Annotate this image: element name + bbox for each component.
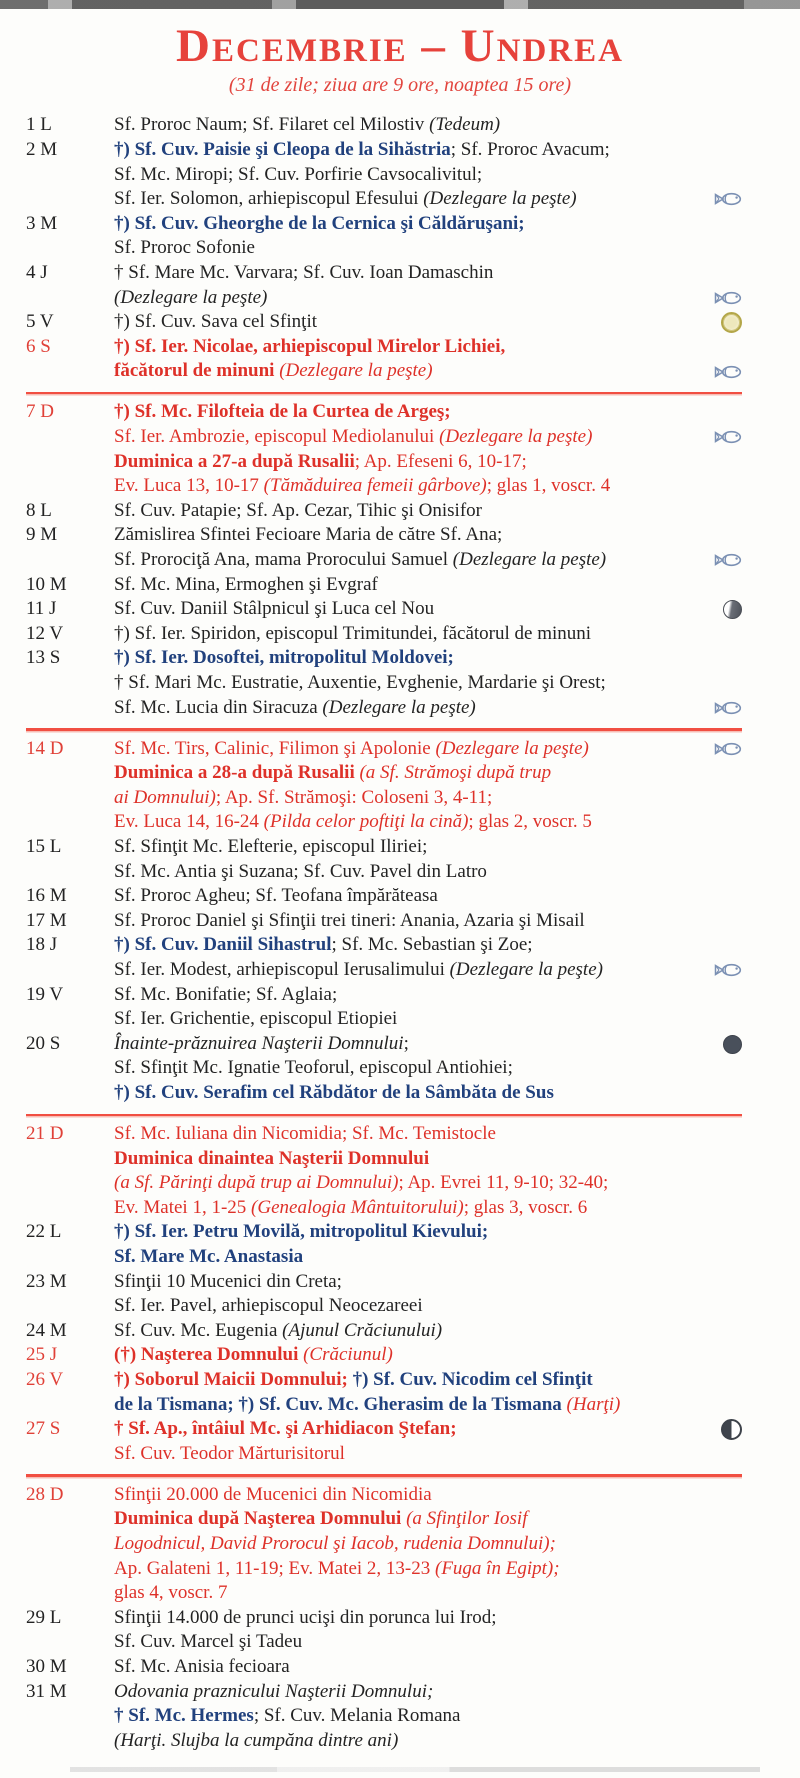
text-segment: (Dezlegare la peşte) — [439, 425, 593, 447]
day-label: 29 L — [26, 1606, 62, 1628]
text-segment: (Genealogia Mântuitorului) — [251, 1196, 464, 1218]
calendar-entry — [26, 933, 742, 982]
text-segment: de la Tismana; †) Sf. Cuv. Mc. Gherasim de la Tismana — [114, 1393, 567, 1415]
day-label: 31 M — [26, 1680, 67, 1702]
day-label: 21 D — [26, 1123, 64, 1144]
text-segment: † Sf. Mc. Hermes — [114, 1705, 254, 1727]
entry-line — [114, 860, 742, 885]
text-segment: (Harţi. Slujba la cumpăna dintre ani) — [114, 1729, 399, 1751]
entry-line — [114, 909, 742, 934]
entry-line — [114, 1368, 742, 1393]
text-segment: Sf. Proroc Daniel şi Sfinţii trei tineri: Anania, Azaria şi Misail — [114, 909, 585, 931]
calendar-entry — [26, 138, 742, 212]
text-segment: Înainte-prăznuirea Naşterii Domnului — [114, 1032, 404, 1054]
text-segment: ; Sf. Proroc Avacum; — [450, 138, 610, 160]
day-label: 5 V — [26, 311, 54, 333]
text-segment: Sfinţii 10 Mucenici din Creta; — [114, 1270, 342, 1292]
entry-line — [114, 1294, 742, 1319]
day-label: 8 L — [26, 499, 52, 521]
day-label: 1 L — [26, 114, 52, 136]
entry-line — [114, 523, 742, 548]
fish-icon — [714, 291, 742, 305]
text-segment: ; — [403, 1032, 409, 1054]
day-label: 2 M — [26, 138, 58, 160]
page-title: Decembrie – Undrea — [176, 20, 624, 72]
calendar-entry — [26, 261, 742, 310]
entry-line — [114, 933, 742, 958]
entry-line — [114, 548, 742, 573]
entry-line — [114, 1147, 742, 1172]
entry-line — [114, 1319, 742, 1344]
entry-line — [114, 1343, 742, 1368]
entry-line — [114, 187, 742, 212]
text-segment: Sf. Prorociţă Ana, mama Prorocului Samuel — [114, 548, 453, 570]
text-segment: (a Sf. Strămoşi după trup — [359, 762, 552, 784]
entry-line — [114, 1245, 742, 1270]
text-segment: Sf. Cuv. Marcel şi Tadeu — [114, 1631, 303, 1653]
calendar-entry — [26, 1483, 742, 1606]
entry-line — [114, 1196, 742, 1221]
calendar-list — [0, 113, 800, 1753]
day-label: 6 S — [26, 335, 51, 357]
text-segment: Duminica dinaintea Naşterii Domnului — [114, 1147, 430, 1169]
calendar-entry — [26, 1606, 742, 1655]
text-segment: †) Soborul Maicii Domnului; — [114, 1368, 353, 1390]
text-segment: †) Sf. Cuv. Serafim cel Răbdător de la Sâmbăta de Sus — [114, 1081, 554, 1103]
text-segment: ; Sf. Mc. Sebastian şi Zoe; — [331, 934, 533, 956]
moon-first-quarter-icon — [721, 1419, 742, 1440]
text-segment: Ev. Matei 1, 1-25 — [114, 1196, 252, 1218]
moon-last-quarter-icon — [723, 600, 742, 619]
text-segment: (Ajunul Crăciunului) — [282, 1319, 443, 1341]
text-segment: ; Ap. Efeseni 6, 10-17; — [354, 450, 527, 472]
calendar-entry — [26, 400, 742, 498]
calendar-entry — [26, 335, 742, 384]
entry-line — [114, 138, 742, 163]
week-separator-rule — [26, 728, 742, 731]
text-segment: (†) Naşterea Domnului — [114, 1344, 304, 1366]
entry-line — [114, 958, 742, 983]
fish-icon — [714, 701, 742, 715]
text-segment: (Dezlegare la peşte) — [452, 548, 607, 570]
text-segment: (Dezlegare la peşte) — [423, 188, 577, 210]
text-segment: ; Sf. Cuv. Melania Romana — [253, 1705, 461, 1727]
text-segment: Sf. Proroc Agheu; Sf. Teofana împărăteasa — [114, 885, 438, 907]
calendar-entry — [26, 737, 742, 835]
text-segment: făcătorul de minuni — [114, 360, 280, 382]
day-label: 20 S — [26, 1032, 61, 1054]
day-label: 11 J — [26, 598, 57, 620]
entry-line — [114, 1220, 742, 1245]
text-segment: Sf. Mc. Miropi; Sf. Cuv. Porfirie Cavsocalivitul; — [114, 163, 483, 185]
calendar-entry — [26, 1032, 742, 1106]
calendar-entry — [26, 499, 742, 524]
day-label: 22 L — [26, 1221, 62, 1243]
entry-line — [114, 474, 742, 499]
text-segment: †) Sf. Cuv. Daniil Sihastrul — [114, 934, 332, 956]
entry-line — [114, 786, 742, 811]
text-segment: Sf. Mc. Mina, Ermoghen şi Evgraf — [114, 573, 378, 595]
text-segment: Sf. Mc. Iuliana din Nicomidia; Sf. Mc. Temistocle — [114, 1123, 496, 1144]
text-segment: Ap. Galateni 1, 11-19; Ev. Matei 2, 13-23 — [114, 1557, 435, 1579]
fish-icon — [714, 430, 742, 444]
week-separator-rule — [26, 1474, 742, 1477]
calendar-entry — [26, 884, 742, 909]
text-segment: †) Sf. Ier. Spiridon, episcopul Trimitundei, făcătorul de minuni — [114, 622, 592, 644]
entry-line — [114, 737, 742, 762]
text-segment: †) Sf. Ier. Dosoftei, mitropolitul Moldovei; — [114, 647, 454, 669]
entry-line — [114, 335, 742, 360]
calendar-entry — [26, 1319, 742, 1344]
entry-line — [114, 261, 742, 286]
calendar-entry — [26, 1343, 742, 1368]
text-segment: ai Domnului) — [114, 786, 216, 808]
calendar-entry — [26, 983, 742, 1032]
entry-line — [114, 425, 742, 450]
day-label: 13 S — [26, 647, 61, 669]
calendar-entry — [26, 597, 742, 622]
entry-line — [114, 1606, 742, 1631]
text-segment: glas 4, voscr. 7 — [114, 1582, 228, 1604]
calendar-entry — [26, 1270, 742, 1319]
entry-line — [114, 761, 742, 786]
text-segment: Odovania praznicului Naşterii Domnului; — [114, 1680, 434, 1702]
day-label: 19 V — [26, 983, 64, 1005]
text-segment: †) Sf. Cuv. Gheorghe de la Cernica şi Căldăruşani; — [114, 212, 525, 234]
entry-line — [114, 983, 742, 1008]
day-label: 4 J — [26, 261, 48, 283]
entry-line — [114, 884, 742, 909]
text-segment: Sf. Ier. Ambrozie, episcopul Mediolanului — [114, 425, 440, 447]
day-label: 9 M — [26, 524, 58, 546]
text-segment: (Crăciunul) — [303, 1344, 393, 1366]
text-segment: † Sf. Ap., întâiul Mc. şi Arhidiacon Ştefan; — [114, 1418, 457, 1440]
moon-full-icon — [721, 312, 742, 333]
entry-line — [114, 671, 742, 696]
entry-line — [114, 1630, 742, 1655]
calendar-entry — [26, 1417, 742, 1466]
text-segment: ; Ap. Evrei 11, 9-10; 32-40; — [398, 1172, 609, 1194]
text-segment: Logodnicul, David Prorocul şi Iacob, rudenia Domnului); — [114, 1533, 556, 1554]
entry-line — [114, 1007, 742, 1032]
week-separator-rule — [26, 392, 742, 395]
entry-line — [114, 646, 742, 671]
text-segment: Sf. Cuv. Daniil Stâlpnicul şi Luca cel Nou — [114, 598, 435, 620]
text-segment: †) Sf. Cuv. Nicodim cel Sfinţit — [352, 1368, 593, 1390]
day-label: 26 V — [26, 1368, 64, 1390]
day-label: 24 M — [26, 1319, 67, 1341]
fish-icon — [714, 963, 742, 977]
calendar-entry — [26, 1220, 742, 1269]
calendar-entry — [26, 573, 742, 598]
day-label: 10 M — [26, 573, 67, 595]
entry-line — [114, 1483, 742, 1508]
fish-icon — [714, 365, 742, 379]
text-segment: Sf. Ier. Solomon, arhiepiscopul Efesului — [114, 188, 424, 210]
text-segment: ; Ap. Sf. Strămoşi: Coloseni 3, 4-11; — [215, 786, 493, 808]
entry-line — [114, 212, 742, 237]
text-segment: †) Sf. Ier. Petru Movilă, mitropolitul Kievului; — [114, 1221, 489, 1243]
entry-line — [114, 499, 742, 524]
calendar-entry — [26, 1368, 742, 1417]
text-segment: Sf. Ier. Grichentie, episcopul Etiopiei — [114, 1008, 398, 1030]
entry-line — [114, 1507, 742, 1532]
day-label: 18 J — [26, 934, 58, 956]
text-segment: (Pilda celor poftiţi la cină) — [263, 811, 469, 833]
text-segment: † Sf. Mari Mc. Eustratie, Auxentie, Evghenie, Mardarie şi Orest; — [114, 671, 606, 693]
entry-line — [114, 835, 742, 860]
text-segment: (Dezlegare la peşte) — [435, 737, 589, 759]
text-segment: Sf. Cuv. Patapie; Sf. Ap. Cezar, Tihic şi Onisifor — [114, 499, 482, 521]
entry-line — [114, 1557, 742, 1582]
text-segment: (Harţi) — [566, 1393, 621, 1415]
text-segment: ; glas 1, voscr. 4 — [486, 475, 611, 497]
text-segment: (Dezlegare la peşte) — [322, 696, 476, 718]
entry-line — [114, 1171, 742, 1196]
scan-artifact-bottom — [70, 1767, 760, 1772]
calendar-entry — [26, 835, 742, 884]
text-segment: †) Sf. Cuv. Paisie şi Cleopa de la Sihăstria — [114, 138, 451, 160]
day-label: 30 M — [26, 1655, 67, 1677]
text-segment: Sf. Mc. Tirs, Calinic, Filimon şi Apolonie — [114, 737, 436, 759]
text-segment: (Tedeum) — [429, 114, 501, 136]
entry-line — [114, 1680, 742, 1705]
entry-line — [114, 1442, 742, 1467]
page-subtitle: (31 de zile; ziua are 9 ore, noaptea 15 ore) — [228, 74, 572, 97]
text-segment: Zămislirea Sfintei Fecioare Maria de către Sf. Ana; — [114, 524, 503, 546]
text-segment: Sf. Mc. Lucia din Siracuza — [114, 696, 323, 718]
entry-line — [114, 696, 742, 721]
text-segment: (Fuga în Egipt); — [435, 1557, 560, 1579]
text-segment: Sf. Proroc Naum; Sf. Filaret cel Milostiv — [114, 114, 430, 136]
day-label: 23 M — [26, 1270, 67, 1292]
text-segment: Duminica a 28-a după Rusalii — [114, 762, 360, 784]
entry-line — [114, 236, 742, 261]
calendar-entry — [26, 1680, 742, 1754]
text-segment: Sf. Mc. Bonifatie; Sf. Aglaia; — [114, 983, 338, 1005]
text-segment: Sf. Ier. Modest, arhiepiscopul Ierusalimului — [114, 958, 450, 980]
week-separator-rule — [26, 1114, 742, 1117]
entry-line — [114, 573, 742, 598]
text-segment: Sf. Mc. Antia şi Suzana; Sf. Cuv. Pavel din Latro — [114, 860, 487, 882]
calendar-entry — [26, 646, 742, 720]
text-segment: Sf. Sfinţit Mc. Ignatie Teoforul, episcopul Antiohiei; — [114, 1057, 513, 1079]
entry-line — [114, 1056, 742, 1081]
calendar-entry — [26, 909, 742, 934]
calendar-entry — [26, 523, 742, 572]
entry-line — [114, 286, 742, 311]
text-segment: (a Sf. Părinţi după trup ai Domnului) — [114, 1172, 399, 1194]
entry-line — [114, 1655, 742, 1680]
entry-line — [114, 450, 742, 475]
calendar-entry — [26, 310, 742, 335]
fish-icon — [714, 742, 742, 756]
text-segment: Sfinţii 20.000 de Mucenici din Nicomidia — [114, 1483, 432, 1505]
entry-line — [114, 1704, 742, 1729]
calendar-entry — [26, 1655, 742, 1680]
entry-line — [114, 622, 742, 647]
entry-line — [114, 1270, 742, 1295]
text-segment: Sfinţii 14.000 de prunci ucişi din porunca lui Irod; — [114, 1606, 497, 1628]
text-segment: (Dezlegare la peşte) — [449, 958, 603, 980]
day-label: 16 M — [26, 885, 67, 907]
entry-line — [114, 1032, 742, 1057]
text-segment: Sf. Mc. Anisia fecioara — [114, 1655, 290, 1677]
page-header — [0, 0, 800, 97]
text-segment: ; glas 3, voscr. 6 — [463, 1196, 588, 1218]
text-segment: Sf. Cuv. Mc. Eugenia — [114, 1319, 283, 1341]
calendar-entry — [26, 113, 742, 138]
day-label: 14 D — [26, 737, 64, 759]
calendar-entry — [26, 1122, 742, 1220]
day-label: 28 D — [26, 1483, 64, 1505]
entry-line — [114, 163, 742, 188]
day-label: 25 J — [26, 1344, 58, 1366]
text-segment: ; glas 2, voscr. 5 — [468, 811, 592, 833]
entry-line — [114, 810, 742, 835]
entry-line — [114, 1532, 742, 1557]
entry-line — [114, 1393, 742, 1418]
entry-line — [114, 1729, 742, 1754]
day-label: 15 L — [26, 835, 62, 857]
text-segment: (Tămăduirea femeii gârbove) — [263, 475, 487, 497]
text-segment: †) Sf. Mc. Filofteia de la Curtea de Argeş; — [114, 401, 451, 423]
text-segment: Ev. Luca 13, 10-17 — [114, 475, 264, 497]
text-segment: (Dezlegare la peşte) — [279, 360, 433, 382]
entry-line — [114, 1081, 742, 1106]
text-segment: (Dezlegare la peşte) — [114, 286, 268, 308]
entry-line — [114, 1122, 742, 1147]
text-segment: †) Sf. Cuv. Sava cel Sfinţit — [114, 311, 317, 333]
moon-new-icon — [723, 1035, 742, 1054]
text-segment: Duminica după Naşterea Domnului — [114, 1508, 407, 1530]
text-segment: (a Sfinţilor Iosif — [406, 1508, 528, 1530]
day-label: 17 M — [26, 909, 67, 931]
text-segment: †) Sf. Ier. Nicolae, arhiepiscopul Mirelor Lichiei, — [114, 335, 506, 357]
scan-artifact-top — [0, 0, 800, 9]
fish-icon — [714, 553, 742, 567]
text-segment: Sf. Sfinţit Mc. Elefterie, episcopul Iliriei; — [114, 835, 428, 857]
text-segment: Sf. Mare Mc. Anastasia — [114, 1245, 304, 1267]
calendar-entry — [26, 212, 742, 261]
entry-line — [114, 310, 742, 335]
day-label: 7 D — [26, 401, 54, 423]
text-segment: Ev. Luca 14, 16-24 — [114, 811, 264, 833]
text-segment: Sf. Cuv. Teodor Mărturisitorul — [114, 1442, 345, 1464]
entry-line — [114, 113, 742, 138]
text-segment: Duminica a 27-a după Rusalii — [114, 450, 355, 472]
day-label: 3 M — [26, 212, 58, 234]
entry-line — [114, 400, 742, 425]
entry-line — [114, 359, 742, 384]
text-segment: † Sf. Mare Mc. Varvara; Sf. Cuv. Ioan Damaschin — [114, 261, 494, 283]
day-label: 12 V — [26, 622, 64, 644]
calendar-entry — [26, 622, 742, 647]
fish-icon — [714, 192, 742, 206]
day-label: 27 S — [26, 1418, 61, 1440]
entry-line — [114, 1417, 742, 1442]
entry-line — [114, 1581, 742, 1606]
entry-line — [114, 597, 742, 622]
text-segment: Sf. Ier. Pavel, arhiepiscopul Neocezareei — [114, 1295, 423, 1317]
text-segment: Sf. Proroc Sofonie — [114, 237, 255, 259]
